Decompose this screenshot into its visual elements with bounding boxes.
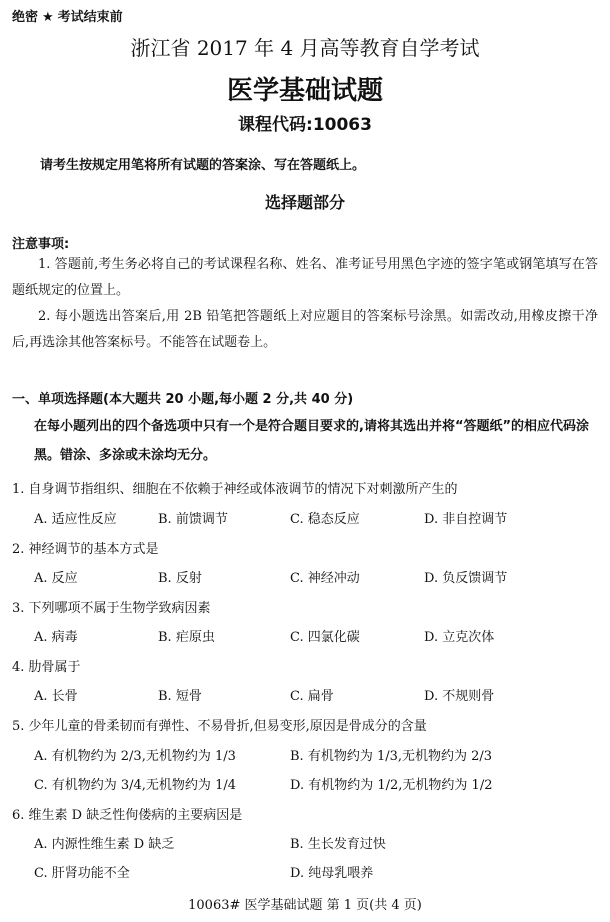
question-option: C. 有机物约为 3/4,无机物约为 1/4	[34, 778, 236, 793]
secret-text: 考试结束前	[57, 10, 123, 25]
subject-title: 医学基础试题	[226, 76, 383, 106]
question-option: C. 四氯化碳	[290, 630, 360, 645]
question-stem: 2. 神经调节的基本方式是	[12, 542, 159, 557]
attention-item: 2. 每小题选出答案后,用 2B 铅笔把答题纸上对应题目的答案标号涂黑。如需改动,用橡皮擦干净后,再选涂其他答案标号。不能答在试题卷上。	[12, 309, 598, 350]
section-title: 选择题部分	[264, 193, 345, 212]
question-option: C. 肝肾功能不全	[34, 866, 130, 881]
secret-label: 绝密	[12, 10, 39, 25]
question-option: D. 非自控调节	[424, 512, 508, 527]
question-option: A. 适应性反应	[34, 512, 117, 527]
question-stem: 3. 下列哪项不属于生物学致病因素	[12, 601, 211, 616]
attention-item: 1. 答题前,考生务必将自己的考试课程名称、姓名、准考证号用黑色字迹的签字笔或钢笔填写在答题纸规定的位置上。	[12, 257, 598, 298]
question-option: B. 反射	[158, 571, 202, 586]
question-option: D. 负反馈调节	[424, 571, 508, 586]
question-stem: 1. 自身调节指组织、细胞在不依赖于神经或体液调节的情况下对刺激所产生的	[12, 482, 458, 497]
attention-heading: 注意事项:	[12, 237, 70, 252]
part-heading: 一、单项选择题(本大题共 20 小题,每小题 2 分,共 40 分)	[12, 392, 354, 407]
confidential-mark	[12, 6, 123, 25]
question-option: A. 有机物约为 2/3,无机物约为 1/3	[34, 749, 236, 764]
exam-title: 浙江省 2017 年 4 月高等教育自学考试	[130, 36, 480, 60]
question-option: A. 病毒	[34, 630, 78, 645]
question-option: B. 生长发育过快	[290, 837, 386, 852]
question-option: C. 稳态反应	[290, 512, 360, 527]
question-option: C. 扁骨	[290, 689, 334, 704]
question-option: C. 神经冲动	[290, 571, 360, 586]
question-option: B. 前馈调节	[158, 512, 228, 527]
question-option: A. 长骨	[34, 689, 78, 704]
star-icon: ★	[42, 10, 54, 25]
course-code: 课程代码:10063	[238, 115, 372, 135]
question-option: A. 反应	[34, 571, 78, 586]
question-stem: 6. 维生素 D 缺乏性佝偻病的主要病因是	[12, 808, 243, 823]
question-option: B. 疟原虫	[158, 630, 215, 645]
question-option: B. 有机物约为 1/3,无机物约为 2/3	[290, 749, 493, 764]
question-option: D. 纯母乳喂养	[290, 866, 374, 881]
question-option: D. 有机物约为 1/2,无机物约为 1/2	[290, 778, 493, 793]
question-stem: 4. 肋骨属于	[12, 660, 81, 675]
question-option: D. 立克次体	[424, 630, 495, 645]
part-instruction: 在每小题列出的四个备选项中只有一个是符合题目要求的,请将其选出并将“答题纸”的相应代码涂黑。错涂、多涂或未涂均无分。	[34, 419, 590, 463]
answer-notice: 请考生按规定用笔将所有试题的答案涂、写在答题纸上。	[40, 158, 366, 173]
question-option: D. 不规则骨	[424, 689, 495, 704]
question-option: B. 短骨	[158, 689, 202, 704]
question-option: A. 内源性维生素 D 缺乏	[34, 837, 175, 852]
page-footer: 10063# 医学基础试题 第 1 页(共 4 页)	[188, 898, 422, 913]
question-stem: 5. 少年儿童的骨柔韧而有弹性、不易骨折,但易变形,原因是骨成分的含量	[12, 719, 427, 734]
